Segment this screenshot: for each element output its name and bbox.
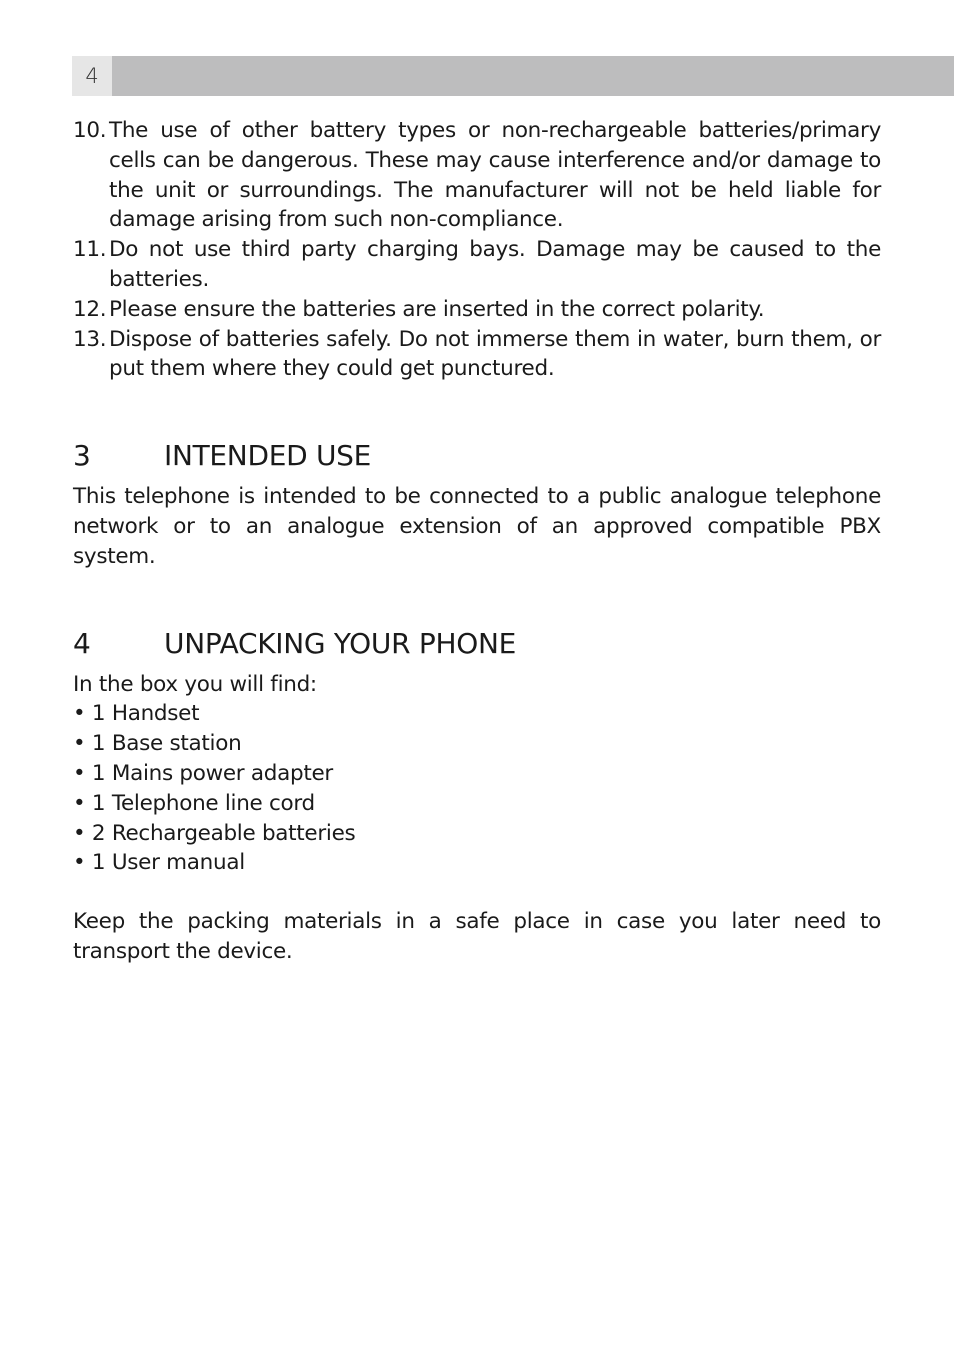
list-item-text: The use of other battery types or non-rechargeable batteries/primary cells can be dangerous. These may cause interference and/or damage to the unit or surroundings. The manufacturer will not be held liable for damage arising from such non-compliance. bbox=[109, 118, 881, 233]
list-item-number: 11. bbox=[73, 237, 107, 263]
list-item: • 1 Handset bbox=[73, 701, 200, 727]
intended-use-paragraph: This telephone is intended to be connected to a public analogue telephone network or to an analogue extension of an approved compatible PBX system. bbox=[73, 484, 881, 569]
list-item: • 1 Base station bbox=[73, 731, 242, 757]
section-number: 4 bbox=[73, 626, 91, 660]
box-contents-intro: In the box you will find: bbox=[73, 671, 317, 697]
list-item: • 1 Telephone line cord bbox=[73, 790, 315, 816]
list-item-text: Please ensure the batteries are inserted in the correct polarity. bbox=[109, 296, 765, 322]
page-header-bar bbox=[72, 56, 954, 96]
section-heading-intended-use bbox=[73, 436, 881, 476]
box-contents-list bbox=[73, 699, 881, 878]
list-item bbox=[73, 325, 881, 385]
list-item-number: 10. bbox=[73, 118, 107, 143]
section-title: INTENDED USE bbox=[164, 439, 372, 473]
list-item-text: Do not use third party charging bays. Damage may be caused to the batteries. bbox=[109, 237, 881, 292]
section-title: UNPACKING YOUR PHONE bbox=[164, 626, 516, 660]
list-item bbox=[73, 235, 881, 295]
section-heading-unpacking bbox=[73, 624, 881, 664]
list-item-number: 12. bbox=[73, 296, 107, 322]
list-item: • 2 Rechargeable batteries bbox=[73, 820, 356, 846]
list-item: • 1 User manual bbox=[73, 850, 245, 876]
section-number: 3 bbox=[73, 439, 91, 473]
page-content bbox=[73, 116, 881, 967]
list-item bbox=[73, 295, 881, 325]
page-number: 4 bbox=[72, 56, 112, 96]
battery-warning-list bbox=[73, 116, 881, 384]
list-item-number: 13. bbox=[73, 326, 107, 352]
list-item bbox=[73, 116, 881, 235]
packing-materials-paragraph: Keep the packing materials in a safe place in case you later need to transport the device. bbox=[73, 909, 881, 964]
list-item: • 1 Mains power adapter bbox=[73, 760, 333, 786]
list-item-text: Dispose of batteries safely. Do not immerse them in water, burn them, or put them where they could get punctured. bbox=[109, 326, 881, 382]
